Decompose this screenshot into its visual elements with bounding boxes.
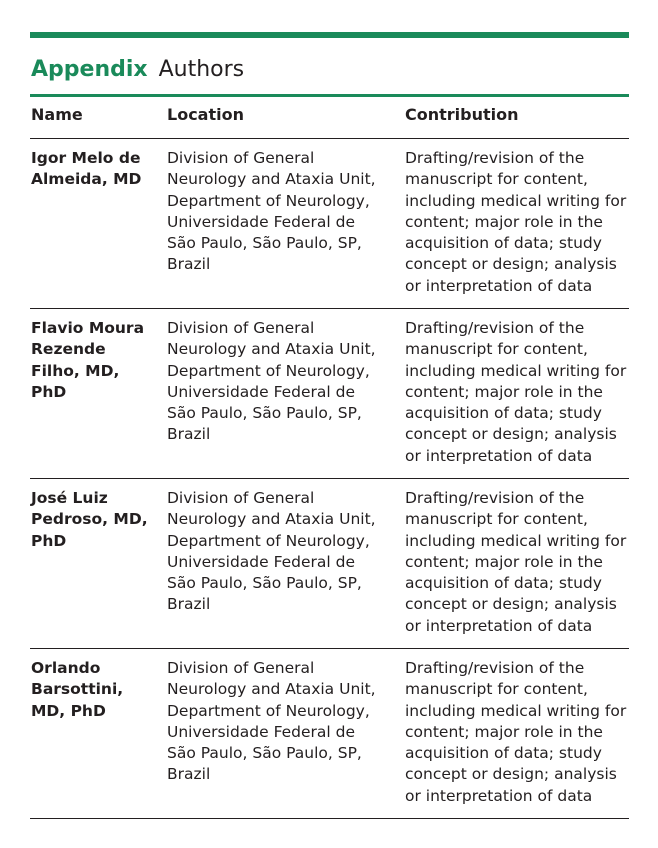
- location-line: Universidade Federal de: [167, 212, 356, 231]
- location-line: São Paulo, São Paulo, SP,: [167, 234, 362, 253]
- contribution-line: or interpretation of data: [405, 616, 593, 635]
- name-line: Rezende: [31, 340, 106, 359]
- location-line: Neurology and Ataxia Unit,: [167, 170, 376, 189]
- contribution-line: Drafting/revision of the: [405, 319, 585, 337]
- location-line: Department of Neurology,: [167, 701, 370, 720]
- contribution-line: manuscript for content,: [405, 680, 588, 699]
- author-contribution: [405, 318, 629, 467]
- title-authors: Authors: [158, 57, 245, 82]
- contribution-line: Drafting/revision of the: [405, 489, 585, 507]
- table-row: [30, 649, 629, 819]
- name-line: Almeida, MD: [31, 170, 142, 189]
- author-name: [31, 318, 156, 403]
- location-line: Department of Neurology,: [167, 191, 370, 210]
- name-line: MD, PhD: [31, 701, 106, 720]
- author-contribution: [405, 148, 629, 297]
- contribution-line: acquisition of data; study: [405, 404, 602, 423]
- author-location: [167, 318, 392, 446]
- location-line: São Paulo, São Paulo, SP,: [167, 574, 362, 593]
- contribution-line: or interpretation of data: [405, 276, 593, 295]
- author-location: [167, 148, 392, 276]
- author-name: [31, 488, 156, 552]
- contribution-line: content; major role in the: [405, 552, 603, 571]
- location-line: Brazil: [167, 425, 211, 444]
- contribution-line: including medical writing for: [405, 191, 627, 210]
- name-line: Igor Melo de: [31, 149, 141, 167]
- name-line: PhD: [31, 382, 67, 401]
- author-contribution: [405, 658, 629, 807]
- header-location: Location: [167, 105, 244, 124]
- author-location: [167, 488, 392, 616]
- contribution-line: including medical writing for: [405, 361, 627, 380]
- location-line: Neurology and Ataxia Unit,: [167, 680, 376, 699]
- location-line: Neurology and Ataxia Unit,: [167, 340, 376, 359]
- location-line: Department of Neurology,: [167, 531, 370, 550]
- contribution-line: concept or design; analysis: [405, 255, 617, 274]
- location-line: Division of General: [167, 659, 315, 677]
- contribution-line: or interpretation of data: [405, 786, 593, 805]
- title-appendix: Appendix: [31, 57, 148, 82]
- author-location: [167, 658, 392, 786]
- contribution-line: including medical writing for: [405, 701, 627, 720]
- page-title: [31, 55, 244, 85]
- name-line: Flavio Moura: [31, 319, 145, 337]
- table-header-row: [30, 97, 629, 139]
- name-line: Orlando: [31, 659, 101, 677]
- contribution-line: manuscript for content,: [405, 510, 588, 529]
- location-line: Neurology and Ataxia Unit,: [167, 510, 376, 529]
- contribution-line: manuscript for content,: [405, 340, 588, 359]
- location-line: Division of General: [167, 489, 315, 507]
- contribution-line: including medical writing for: [405, 531, 627, 550]
- contribution-line: concept or design; analysis: [405, 425, 617, 444]
- table-row: [30, 479, 629, 649]
- location-line: São Paulo, São Paulo, SP,: [167, 404, 362, 423]
- contribution-line: concept or design; analysis: [405, 595, 617, 614]
- contribution-line: acquisition of data; study: [405, 744, 602, 763]
- contribution-line: Drafting/revision of the: [405, 149, 585, 167]
- name-line: José Luiz: [31, 489, 108, 507]
- location-line: Division of General: [167, 319, 315, 337]
- header-name: Name: [31, 105, 83, 124]
- location-line: Brazil: [167, 595, 211, 614]
- location-line: Universidade Federal de: [167, 552, 356, 571]
- author-contribution: [405, 488, 629, 637]
- author-name: [31, 148, 156, 191]
- authors-table: [30, 97, 629, 819]
- contribution-line: concept or design; analysis: [405, 765, 617, 784]
- contribution-line: acquisition of data; study: [405, 574, 602, 593]
- contribution-line: manuscript for content,: [405, 170, 588, 189]
- location-line: Brazil: [167, 255, 211, 274]
- author-name: [31, 658, 156, 722]
- contribution-line: content; major role in the: [405, 382, 603, 401]
- contribution-line: content; major role in the: [405, 212, 603, 231]
- table-row: [30, 309, 629, 479]
- location-line: Universidade Federal de: [167, 722, 356, 741]
- top-rule: [30, 32, 629, 38]
- table-row: [30, 139, 629, 309]
- name-line: Pedroso, MD,: [31, 510, 148, 529]
- contribution-line: content; major role in the: [405, 722, 603, 741]
- header-contribution: Contribution: [405, 105, 519, 124]
- location-line: São Paulo, São Paulo, SP,: [167, 744, 362, 763]
- name-line: Filho, MD,: [31, 361, 120, 380]
- contribution-line: Drafting/revision of the: [405, 659, 585, 677]
- location-line: Universidade Federal de: [167, 382, 356, 401]
- name-line: Barsottini,: [31, 680, 124, 699]
- location-line: Brazil: [167, 765, 211, 784]
- contribution-line: acquisition of data; study: [405, 234, 602, 253]
- location-line: Department of Neurology,: [167, 361, 370, 380]
- location-line: Division of General: [167, 149, 315, 167]
- name-line: PhD: [31, 531, 67, 550]
- contribution-line: or interpretation of data: [405, 446, 593, 465]
